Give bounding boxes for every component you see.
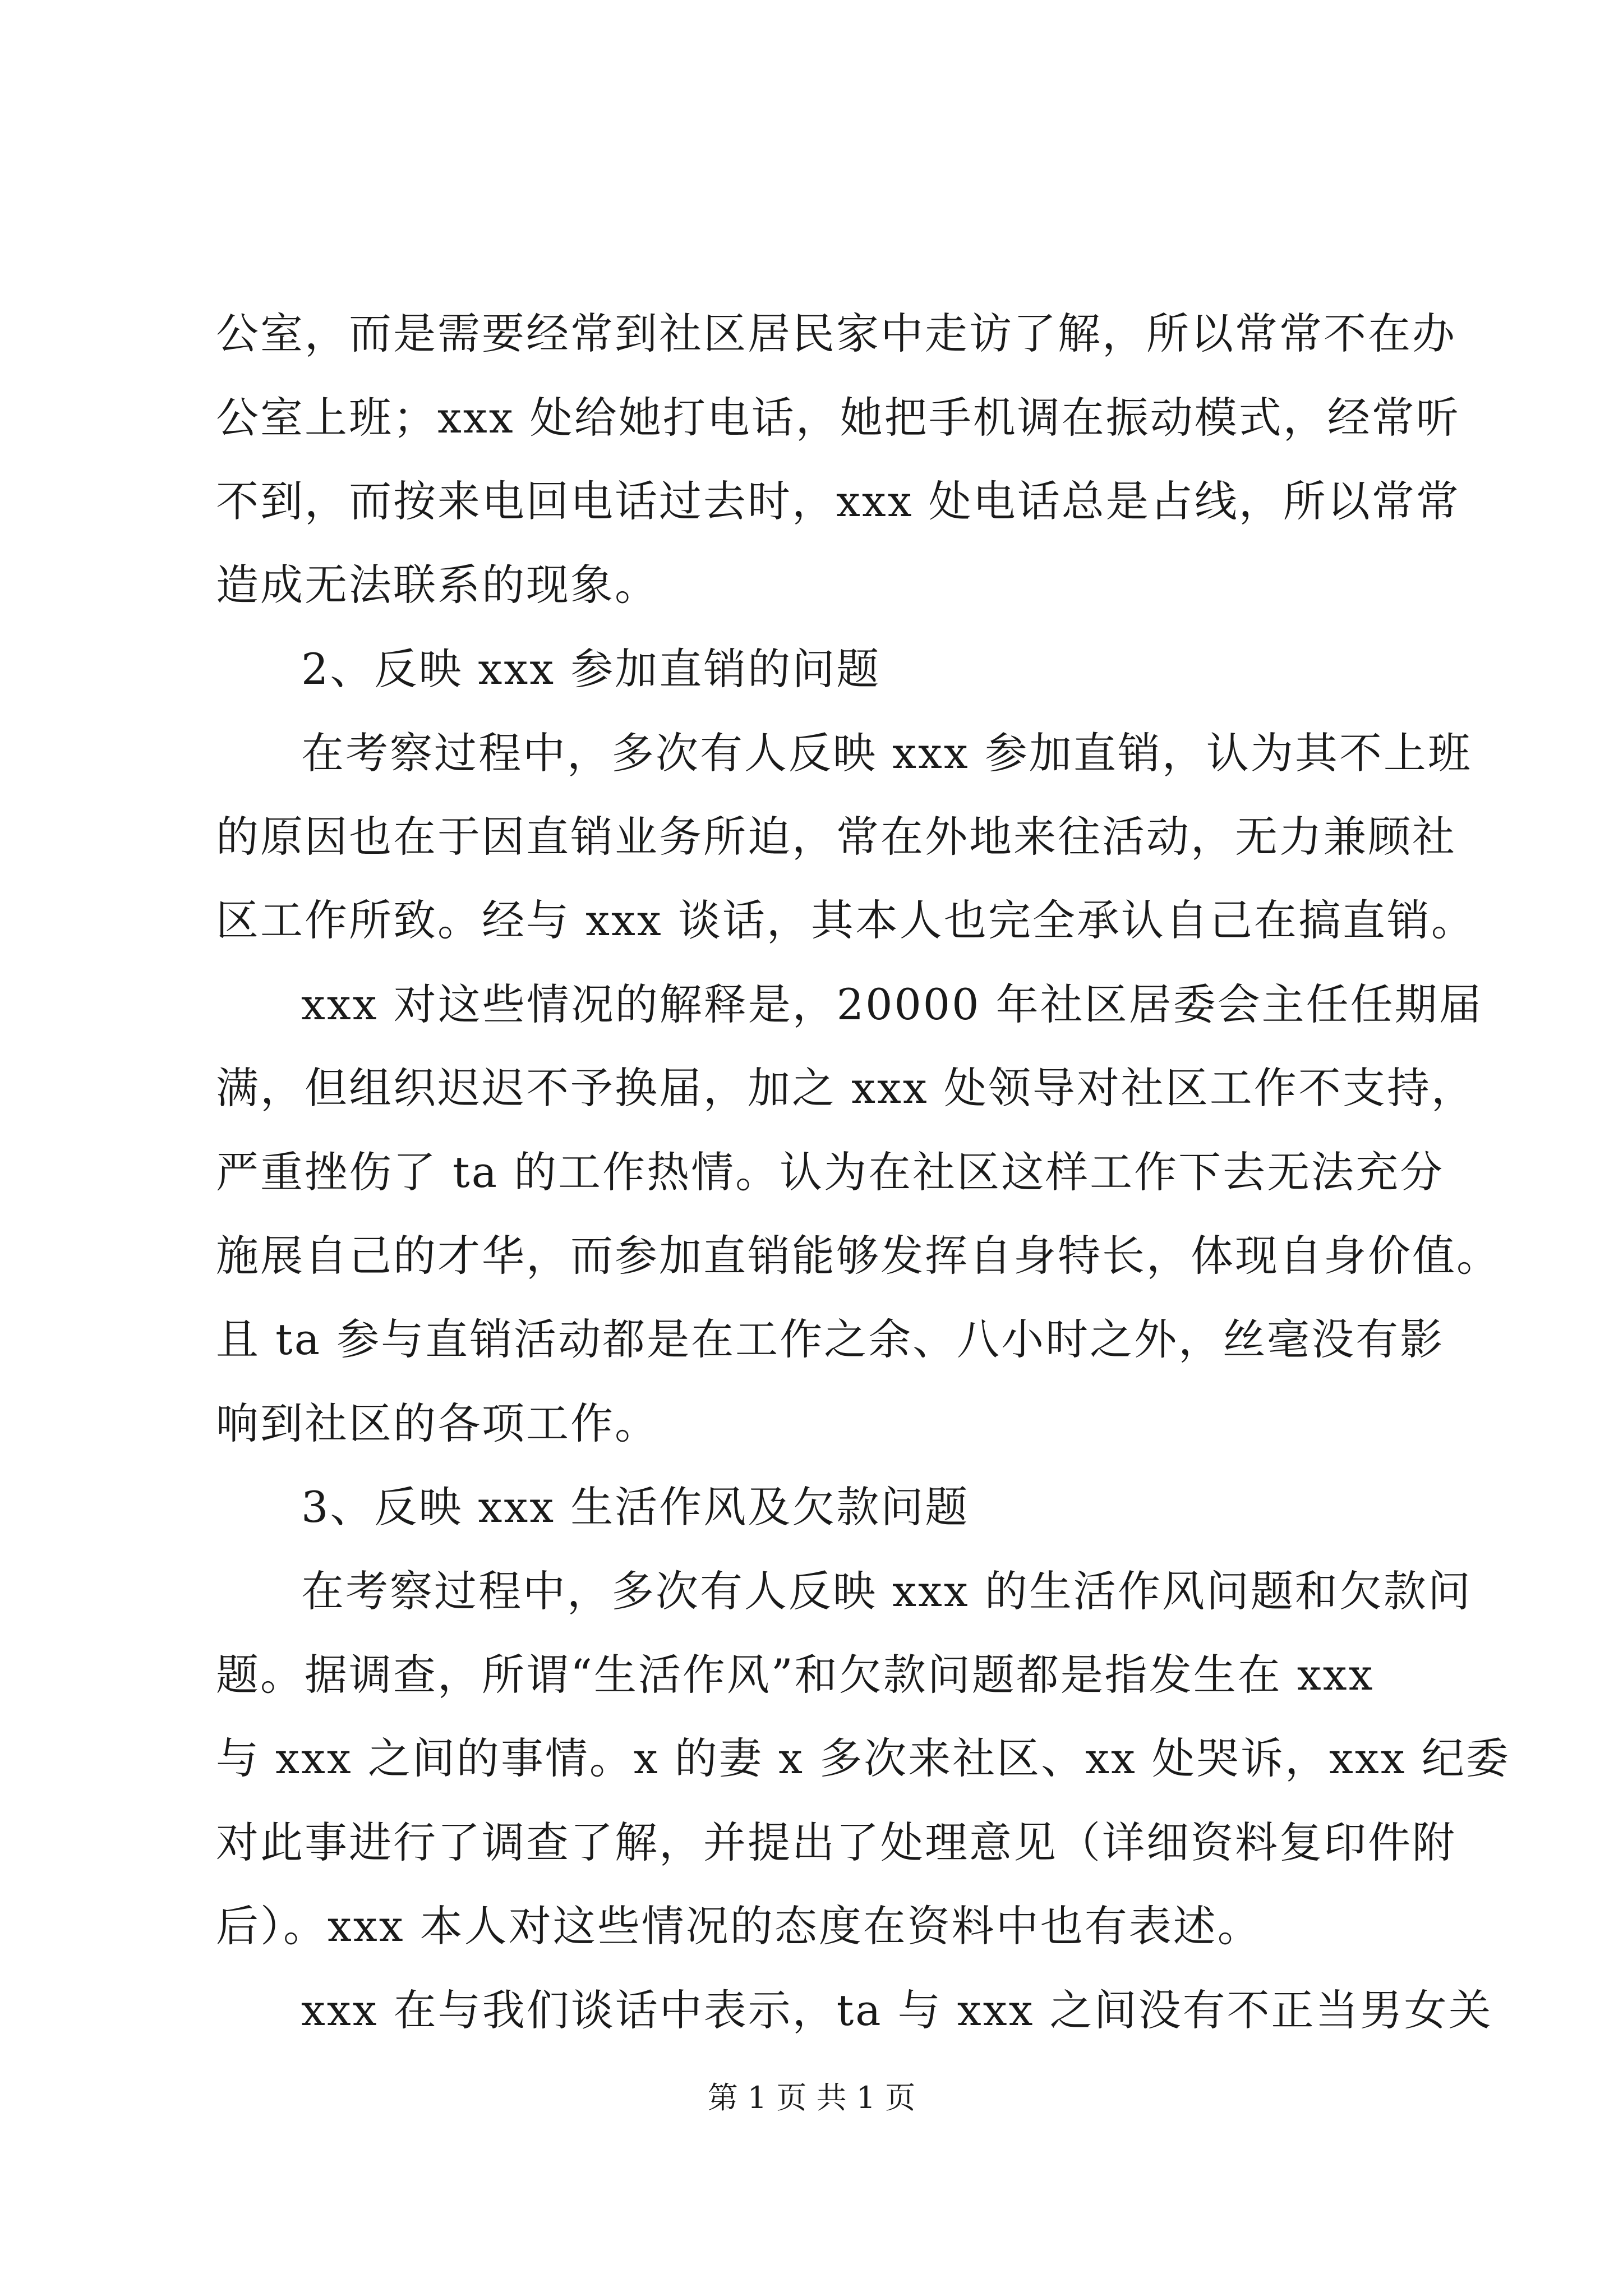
section-heading: 3、反映 xxx 生活作风及欠款问题 bbox=[301, 1482, 970, 1532]
text-line: 造成无法联系的现象。 bbox=[216, 560, 659, 610]
text-line: xxx 对这些情况的解释是，20000 年社区居委会主任任期届 bbox=[301, 979, 1483, 1029]
text-line: 不到，而按来电回电话过去时，xxx 处电话总是占线，所以常常 bbox=[216, 476, 1460, 526]
text-line: 在考察过程中，多次有人反映 xxx 参加直销，认为其不上班 bbox=[301, 728, 1472, 778]
text-line: 响到社区的各项工作。 bbox=[216, 1398, 659, 1448]
text-line: 严重挫伤了 ta 的工作热情。认为在社区这样工作下去无法充分 bbox=[216, 1147, 1445, 1197]
text-line: 且 ta 参与直销活动都是在工作之余、八小时之外，丝毫没有影 bbox=[216, 1314, 1445, 1364]
text-line: xxx 在与我们谈话中表示，ta 与 xxx 之间没有不正当男女关 bbox=[301, 1985, 1493, 2035]
text-line: 施展自己的才华，而参加直销能够发挥自身特长，体现自身价值。 bbox=[216, 1231, 1501, 1281]
page-number-footer: 第 1 页 共 1 页 bbox=[707, 2080, 916, 2115]
text-line: 公室上班；xxx 处给她打电话，她把手机调在振动模式，经常听 bbox=[216, 393, 1460, 443]
text-line: 后）。xxx 本人对这些情况的态度在资料中也有表述。 bbox=[216, 1901, 1262, 1951]
text-line: 的原因也在于因直销业务所迫，常在外地来往活动，无力兼顾社 bbox=[216, 812, 1456, 862]
text-line: 对此事进行了调查了解，并提出了处理意见（详细资料复印件附 bbox=[216, 1818, 1456, 1867]
section-heading: 2、反映 xxx 参加直销的问题 bbox=[301, 644, 881, 694]
text-line: 与 xxx 之间的事情。x 的妻 x 多次来社区、xx 处哭诉，xxx 纪委 bbox=[216, 1733, 1510, 1783]
text-line: 题。据调查，所谓“生活作风”和欠款问题都是指发生在 xxx bbox=[216, 1650, 1375, 1700]
text-line: 公室，而是需要经常到社区居民家中走访了解，所以常常不在办 bbox=[216, 309, 1456, 358]
text-line: 区工作所致。经与 xxx 谈话，其本人也完全承认自己在搞直销。 bbox=[216, 895, 1476, 945]
text-line: 在考察过程中，多次有人反映 xxx 的生活作风问题和欠款问 bbox=[301, 1566, 1472, 1616]
text-line: 满，但组织迟迟不予换届，加之 xxx 处领导对社区工作不支持， bbox=[216, 1063, 1476, 1113]
